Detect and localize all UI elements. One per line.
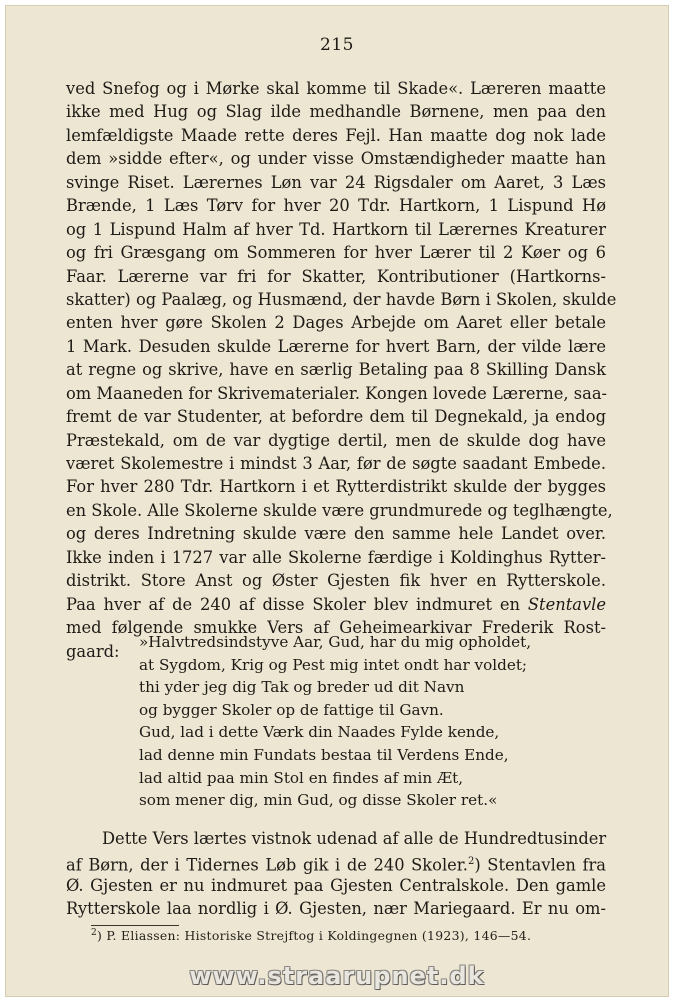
text-line: enten hver gøre Skolen 2 Dages Arbejde om Aaret eller betale bbox=[66, 313, 606, 333]
text-line: været Skolemestre i mindst 3 Aar, før de søgte saadant Embede. bbox=[66, 454, 606, 473]
footnote-text: ) P. Eliassen: Historiske Strejftog i Koldingegnen (1923), 146—54. bbox=[97, 928, 532, 944]
text-segment: af Børn, der i Tidernes Løb gik i de 240 Skoler. bbox=[66, 855, 468, 875]
text-line: Brænde, 1 Læs Tørv for hver 20 Tdr. Hartkorn, 1 Lispund Hø bbox=[66, 196, 606, 216]
paragraph-2 bbox=[66, 827, 606, 921]
paragraph-1 bbox=[66, 77, 617, 663]
text-line: fremt de var Studenter, at befordre dem til Degnekald, ja endog bbox=[66, 407, 606, 427]
footnote-reference: 2 bbox=[467, 856, 475, 868]
text-line: og fri Græsgang om Sommeren for hver Lærer til 2 Køer og 6 bbox=[66, 243, 606, 263]
book-page bbox=[5, 5, 669, 997]
footnote-divider bbox=[91, 925, 179, 926]
text-line: Ikke inden i 1727 var alle Skolerne færdige i Koldinghus Rytter- bbox=[66, 547, 606, 567]
footnote bbox=[91, 928, 531, 943]
poem-line: Gud, lad i dette Værk din Naades Fylde kende, bbox=[139, 723, 500, 742]
poem-line: lad altid paa min Stol en findes af min Æt, bbox=[139, 768, 464, 787]
text-line: 1 Mark. Desuden skulde Lærerne for hvert Barn, der vilde lære bbox=[66, 336, 606, 356]
text-line: at regne og skrive, have en særlig Betaling paa 8 Skilling Dansk bbox=[66, 360, 606, 380]
text-line: gaard: bbox=[66, 641, 120, 661]
italic-word-stentavle: Stentavle bbox=[527, 594, 606, 614]
poem-line: som mener dig, min Gud, og disse Skoler ret.« bbox=[139, 791, 498, 810]
page-number: 215 bbox=[320, 35, 354, 55]
text-line bbox=[66, 593, 606, 616]
text-segment: ) Stentavlen fra bbox=[474, 855, 606, 875]
poem-line: lad denne min Fundats bestaa til Verdens Ende, bbox=[139, 745, 509, 764]
text-line: distrikt. Store Anst og Øster Gjesten fik hver en Rytterskole. bbox=[66, 571, 606, 591]
text-line: en Skole. Alle Skolerne skulde være grundmurede og teglhængte, bbox=[66, 500, 613, 520]
text-line: og 1 Lispund Halm af hver Td. Hartkorn til Lærernes Kreaturer bbox=[66, 219, 606, 239]
text-line: om Maaneden for Skrivematerialer. Kongen lovede Lærerne, saa- bbox=[66, 383, 608, 403]
poem-line: at Sygdom, Krig og Pest mig intet ondt har voldet; bbox=[139, 655, 528, 674]
text-line bbox=[66, 850, 606, 873]
text-line: svinge Riset. Lærernes Løn var 24 Rigsdaler om Aaret, 3 Læs bbox=[66, 172, 606, 192]
text-line: ved Snefog og i Mørke skal komme til Skade«. Læreren maatte bbox=[66, 79, 606, 98]
text-line: For hver 280 Tdr. Hartkorn i et Rytterdistrikt skulde der bygges bbox=[66, 477, 606, 497]
text-line: Rytterskole laa nordlig i Ø. Gjesten, nær Mariegaard. Er nu om- bbox=[66, 899, 606, 919]
text-line: med følgende smukke Vers af Geheimearkivar Frederik Rost- bbox=[66, 618, 606, 638]
poem-line: og bygger Skoler op de fattige til Gavn. bbox=[139, 700, 444, 719]
text-line: lemfældigste Maade rette deres Fejl. Han maatte dog nok lade bbox=[66, 125, 606, 145]
watermark: www.straarupnet.dk bbox=[189, 962, 485, 990]
text-line: skatter) og Paalæg, og Husmænd, der havde Børn i Skolen, skulde bbox=[66, 289, 617, 309]
text-line: ikke med Hug og Slag ilde medhandle Børnene, men paa den bbox=[66, 102, 606, 122]
footnote-marker: 2 bbox=[91, 928, 98, 938]
poem-verse bbox=[139, 631, 531, 812]
text-line: Præstekald, om de var dygtige dertil, men de skulde dog have bbox=[66, 430, 606, 450]
text-segment: Paa hver af de 240 af disse Skoler blev indmuret en bbox=[66, 594, 520, 614]
text-line: og deres Indretning skulde være den samme hele Landet over. bbox=[66, 524, 606, 544]
poem-line: »Halvtredsindstyve Aar, Gud, har du mig opholdet, bbox=[139, 633, 532, 651]
text-line: Ø. Gjesten er nu indmuret paa Gjesten Centralskole. Den gamle bbox=[66, 875, 606, 895]
poem-line: thi yder jeg dig Tak og breder ud dit Navn bbox=[139, 678, 465, 697]
text-line: Faar. Lærerne var fri for Skatter, Kontributioner (Hartkorns- bbox=[66, 266, 606, 286]
text-line: Dette Vers lærtes vistnok udenad af alle de Hundredtusinder bbox=[102, 829, 607, 848]
text-line: dem »sidde efter«, og under visse Omstændigheder maatte han bbox=[66, 149, 606, 169]
